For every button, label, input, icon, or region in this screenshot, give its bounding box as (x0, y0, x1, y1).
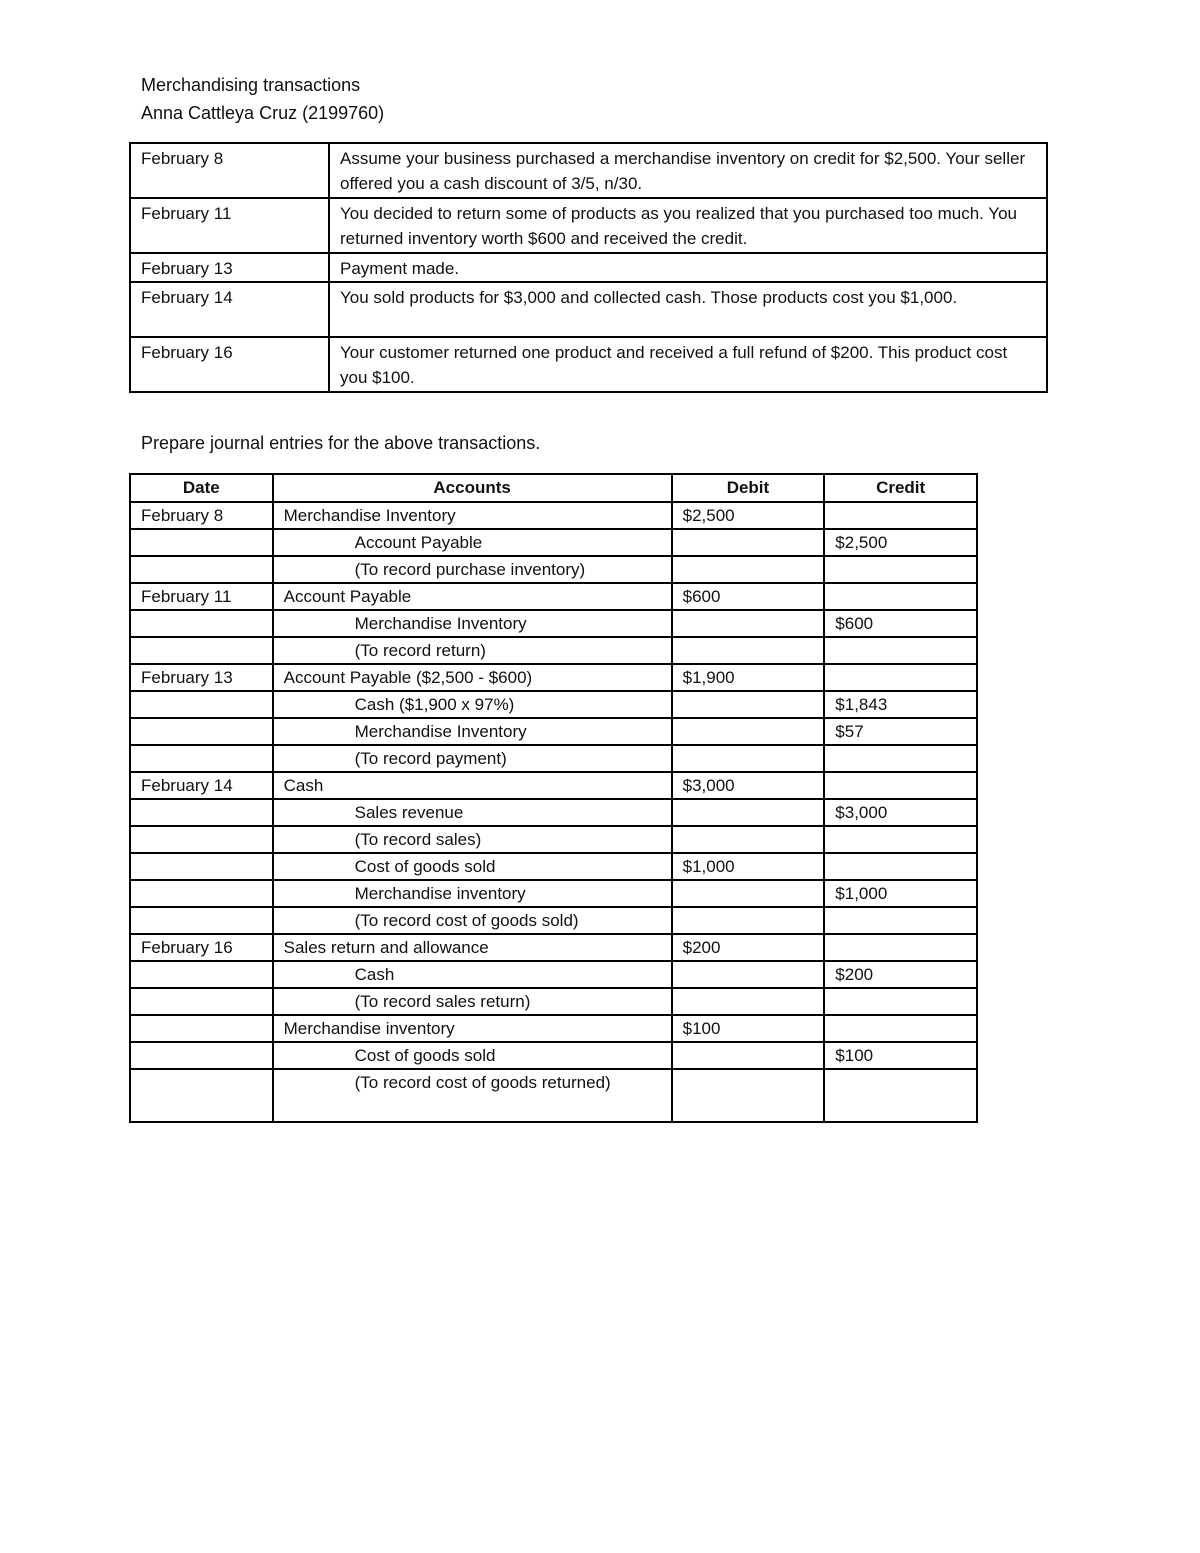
entry-account: (To record return) (273, 637, 672, 664)
entry-credit: $100 (824, 1042, 977, 1069)
entry-debit: $100 (672, 1015, 825, 1042)
journal-row (130, 556, 977, 583)
entry-debit: $2,500 (672, 502, 825, 529)
entry-credit (824, 1069, 977, 1122)
entry-account: Merchandise Inventory (273, 610, 672, 637)
journal-row (130, 745, 977, 772)
entry-account: (To record sales) (273, 826, 672, 853)
entry-debit (672, 1042, 825, 1069)
entry-account: Merchandise inventory (273, 880, 672, 907)
entry-date (130, 1042, 273, 1069)
transaction-row (130, 337, 1047, 392)
entry-credit (824, 826, 977, 853)
journal-row (130, 799, 977, 826)
entry-credit: $200 (824, 961, 977, 988)
entry-credit: $2,500 (824, 529, 977, 556)
entry-date (130, 718, 273, 745)
entry-debit (672, 745, 825, 772)
entry-date (130, 610, 273, 637)
entry-debit (672, 907, 825, 934)
transaction-description: You decided to return some of products as you realized that you purchased too much. You returned inventory worth $600 and received the credit. (329, 198, 1047, 253)
transaction-row (130, 198, 1047, 253)
journal-header-row (130, 474, 977, 502)
journal-row (130, 988, 977, 1015)
entry-debit: $600 (672, 583, 825, 610)
journal-row (130, 1042, 977, 1069)
entry-credit: $3,000 (824, 799, 977, 826)
entry-debit: $1,000 (672, 853, 825, 880)
author-line: Anna Cattleya Cruz (2199760) (141, 103, 385, 123)
entry-date: February 8 (130, 502, 273, 529)
entry-debit (672, 826, 825, 853)
journal-row (130, 664, 977, 691)
header-accounts: Accounts (273, 474, 672, 502)
entry-date (130, 1015, 273, 1042)
entry-date (130, 799, 273, 826)
journal-row (130, 1069, 977, 1122)
entry-date: February 14 (130, 772, 273, 799)
entry-account: Sales return and allowance (273, 934, 672, 961)
entry-account: (To record purchase inventory) (273, 556, 672, 583)
entry-credit (824, 637, 977, 664)
entry-credit (824, 583, 977, 610)
transaction-row (130, 143, 1047, 198)
entry-debit (672, 988, 825, 1015)
entry-debit (672, 610, 825, 637)
entry-credit (824, 907, 977, 934)
entry-date (130, 556, 273, 583)
journal-row (130, 610, 977, 637)
entry-credit (824, 664, 977, 691)
entry-date (130, 691, 273, 718)
journal-row (130, 718, 977, 745)
entry-account: Cash (273, 772, 672, 799)
journal-row (130, 1015, 977, 1042)
entry-credit (824, 556, 977, 583)
entry-debit (672, 1069, 825, 1122)
journal-row (130, 907, 977, 934)
entry-account: Merchandise Inventory (273, 502, 672, 529)
entry-debit: $200 (672, 934, 825, 961)
entry-date (130, 880, 273, 907)
entry-account: Account Payable ($2,500 - $600) (273, 664, 672, 691)
journal-row (130, 637, 977, 664)
entry-account: Account Payable (273, 583, 672, 610)
journal-row (130, 961, 977, 988)
entry-debit (672, 799, 825, 826)
entry-date (130, 961, 273, 988)
entry-credit (824, 745, 977, 772)
entry-date (130, 826, 273, 853)
entry-account: Cash ($1,900 x 97%) (273, 691, 672, 718)
journal-row (130, 853, 977, 880)
transaction-date: February 11 (130, 198, 329, 253)
entry-account: (To record cost of goods sold) (273, 907, 672, 934)
transaction-date: February 13 (130, 253, 329, 282)
entry-account: Account Payable (273, 529, 672, 556)
entry-credit (824, 934, 977, 961)
entry-credit: $1,000 (824, 880, 977, 907)
entry-account: (To record cost of goods returned) (273, 1069, 672, 1122)
journal-row (130, 529, 977, 556)
entry-date: February 11 (130, 583, 273, 610)
entry-account: Merchandise inventory (273, 1015, 672, 1042)
entry-debit (672, 961, 825, 988)
journal-row (130, 691, 977, 718)
transaction-description: Payment made. (329, 253, 1047, 282)
entry-debit (672, 880, 825, 907)
entry-date (130, 637, 273, 664)
document-title: Merchandising transactions (141, 75, 361, 95)
entry-debit (672, 718, 825, 745)
entry-account: Merchandise Inventory (273, 718, 672, 745)
journal-row (130, 772, 977, 799)
journal-row (130, 934, 977, 961)
transaction-description: You sold products for $3,000 and collected cash. Those products cost you $1,000. (329, 282, 1047, 337)
journal-row (130, 880, 977, 907)
header-debit: Debit (672, 474, 825, 502)
transaction-description: Assume your business purchased a merchandise inventory on credit for $2,500. Your seller offered you a cash discount of 3/5, n/30. (329, 143, 1047, 198)
entry-date (130, 529, 273, 556)
entry-date: February 16 (130, 934, 273, 961)
entry-credit (824, 1015, 977, 1042)
journal-row (130, 826, 977, 853)
transaction-description: Your customer returned one product and received a full refund of $200. This product cost you $100. (329, 337, 1047, 392)
header-date: Date (130, 474, 273, 502)
entry-debit (672, 637, 825, 664)
entry-date (130, 1069, 273, 1122)
journal-table (129, 473, 978, 1123)
entry-credit: $57 (824, 718, 977, 745)
entry-account: (To record payment) (273, 745, 672, 772)
entry-credit (824, 502, 977, 529)
transaction-row (130, 253, 1047, 282)
entry-account: Cost of goods sold (273, 1042, 672, 1069)
entry-credit (824, 988, 977, 1015)
transactions-table (129, 142, 1048, 393)
entry-debit: $3,000 (672, 772, 825, 799)
entry-account: (To record sales return) (273, 988, 672, 1015)
entry-date (130, 988, 273, 1015)
entry-date (130, 853, 273, 880)
entry-debit (672, 691, 825, 718)
journal-row (130, 583, 977, 610)
entry-debit (672, 556, 825, 583)
journal-row (130, 502, 977, 529)
entry-date (130, 745, 273, 772)
entry-account: Cost of goods sold (273, 853, 672, 880)
transaction-date: February 16 (130, 337, 329, 392)
entry-debit: $1,900 (672, 664, 825, 691)
header-credit: Credit (824, 474, 977, 502)
entry-date (130, 907, 273, 934)
entry-credit: $1,843 (824, 691, 977, 718)
instruction-text: Prepare journal entries for the above transactions. (141, 433, 541, 453)
entry-credit (824, 772, 977, 799)
transaction-date: February 14 (130, 282, 329, 337)
entry-account: Cash (273, 961, 672, 988)
transaction-date: February 8 (130, 143, 329, 198)
entry-account: Sales revenue (273, 799, 672, 826)
entry-debit (672, 529, 825, 556)
entry-date: February 13 (130, 664, 273, 691)
entry-credit (824, 853, 977, 880)
transaction-row (130, 282, 1047, 337)
entry-credit: $600 (824, 610, 977, 637)
